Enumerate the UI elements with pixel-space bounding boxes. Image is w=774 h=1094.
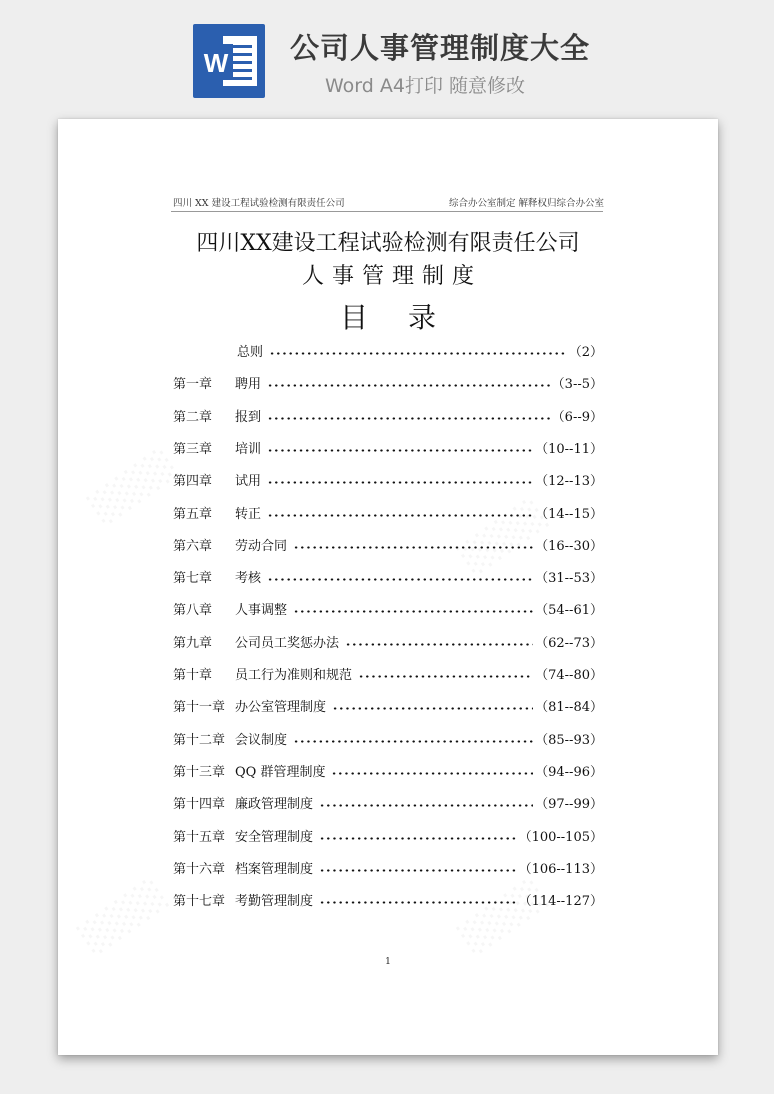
toc-entry[interactable] [173, 601, 603, 621]
toc-chapter-number: 第十一章 [173, 700, 226, 716]
word-document-icon [193, 24, 265, 98]
toc-entry[interactable] [173, 569, 603, 589]
banner-subtitle: Word A4打印 随意修改 [325, 75, 526, 97]
toc-chapter-title: 办公室管理制度 [235, 700, 327, 716]
toc-chapter-number: 第八章 [173, 603, 213, 619]
watermark [86, 446, 182, 528]
toc-chapter-title: 劳动合同 [235, 538, 288, 554]
toc-leader-dots [358, 675, 533, 678]
toc-entry[interactable] [173, 795, 603, 815]
toc-chapter-number: 第三章 [173, 441, 213, 457]
toc-entry[interactable] [173, 828, 603, 848]
toc-leader-dots [319, 901, 517, 904]
toc-entry[interactable] [173, 440, 603, 460]
toc-entry[interactable] [173, 892, 603, 912]
toc-leader-dots [332, 707, 533, 710]
toc-chapter-title: 安全管理制度 [235, 829, 314, 845]
toc-leader-dots [319, 869, 517, 872]
toc-page-range: （97--99） [535, 797, 603, 813]
toc-leader-dots [267, 481, 533, 484]
toc-leader-dots [267, 578, 533, 581]
toc-entry[interactable] [173, 860, 603, 880]
watermark [456, 876, 552, 958]
toc-page-range: （114--127） [518, 894, 603, 910]
toc-chapter-number: 第七章 [173, 571, 213, 587]
toc-chapter-number: 第十五章 [173, 829, 226, 845]
toc-page-range: （85--93） [535, 732, 603, 748]
toc-chapter-number: 第十四章 [173, 797, 226, 813]
toc-chapter-number: 第一章 [173, 377, 213, 393]
toc-chapter-number: 第十六章 [173, 861, 226, 877]
toc-chapter-number: 第十七章 [173, 894, 226, 910]
toc-page-range: （81--84） [535, 700, 603, 716]
toc-leader-dots [267, 514, 533, 517]
toc-chapter-title: 档案管理制度 [235, 861, 314, 877]
toc-entry[interactable] [173, 634, 603, 654]
toc-leader-dots [293, 546, 533, 549]
toc-chapter-title: 考勤管理制度 [235, 894, 314, 910]
toc-page-range: （54--61） [535, 603, 603, 619]
toc-chapter-title: 转正 [235, 506, 262, 522]
toc-entry[interactable] [173, 375, 603, 395]
toc-entry[interactable] [173, 472, 603, 492]
toc-entry[interactable] [173, 343, 603, 363]
toc-chapter-number: 第十三章 [173, 764, 226, 780]
toc-chapter-number: 第五章 [173, 506, 213, 522]
toc-page-range: （74--80） [535, 668, 603, 683]
toc-chapter-title: 培训 [235, 441, 262, 457]
toc-leader-dots [319, 837, 517, 840]
toc-page-range: （14--15） [535, 506, 603, 522]
page-header-left: 四川 XX 建设工程试验检测有限责任公司 [173, 198, 345, 209]
header-divider [171, 211, 603, 212]
toc-leader-dots [267, 417, 550, 420]
banner [0, 0, 774, 112]
toc-page-range: （100--105） [518, 829, 603, 845]
toc-page-range: （16--30） [535, 538, 603, 554]
document-subtitle: 人事管理制度 [301, 264, 482, 289]
toc-page-range: （31--53） [535, 571, 603, 587]
toc-page-range: （62--73） [535, 635, 603, 651]
toc-leader-dots [267, 449, 533, 452]
svg-text:W: W [203, 48, 229, 78]
toc-entry[interactable] [173, 763, 603, 783]
toc-chapter-number: 第四章 [173, 474, 213, 490]
toc-entry[interactable] [173, 666, 603, 686]
toc-chapter-title: 聘用 [235, 377, 262, 393]
company-name: 四川XX建设工程试验检测有限责任公司 [196, 231, 580, 256]
toc-leader-dots [345, 643, 533, 646]
banner-title: 公司人事管理制度大全 [290, 31, 591, 65]
toc-chapter-number: 第十二章 [173, 732, 226, 748]
toc-chapter-title: QQ 群管理制度 [235, 764, 326, 780]
toc-chapter-title: 报到 [235, 409, 262, 425]
page-number: 1 [385, 957, 391, 967]
toc-chapter-title: 考核 [235, 571, 262, 587]
toc-title: 目录 [339, 301, 476, 334]
toc-page-range: （106--113） [518, 861, 603, 877]
toc-page-range: （10--11） [535, 441, 603, 457]
toc-chapter-title: 人事调整 [235, 603, 288, 619]
toc-chapter-title: 公司员工奖惩办法 [235, 635, 340, 651]
toc-entry[interactable] [173, 698, 603, 718]
toc-entry[interactable] [173, 408, 603, 428]
toc-leader-dots [267, 384, 550, 387]
toc-chapter-title: 会议制度 [235, 732, 288, 748]
toc-leader-dots [319, 804, 533, 807]
toc-chapter-number: 第二章 [173, 409, 213, 425]
page-header-right: 综合办公室制定 解释权归综合办公室 [449, 198, 605, 209]
toc-chapter-number: 第六章 [173, 538, 213, 554]
toc-chapter-title: 总则 [237, 345, 264, 360]
toc-chapter-title: 廉政管理制度 [235, 797, 314, 813]
toc-chapter-number: 第十章 [173, 668, 213, 683]
toc-page-range: （12--13） [535, 474, 603, 490]
toc-leader-dots [269, 352, 567, 355]
toc-leader-dots [293, 610, 533, 613]
toc-chapter-title: 试用 [235, 474, 262, 490]
toc-entry[interactable] [173, 505, 603, 525]
toc-page-range: （3--5） [551, 377, 603, 393]
toc-chapter-title: 员工行为准则和规范 [235, 668, 353, 683]
toc-leader-dots [293, 740, 533, 743]
watermark [76, 876, 172, 958]
toc-page-range: （94--96） [535, 764, 603, 780]
toc-chapter-number: 第九章 [173, 635, 213, 651]
toc-entry[interactable] [173, 731, 603, 751]
document-page [58, 119, 718, 1055]
toc-leader-dots [331, 772, 533, 775]
toc-page-range: （6--9） [551, 409, 603, 425]
toc-page-range: （2） [568, 345, 603, 360]
toc-entry[interactable] [173, 537, 603, 557]
